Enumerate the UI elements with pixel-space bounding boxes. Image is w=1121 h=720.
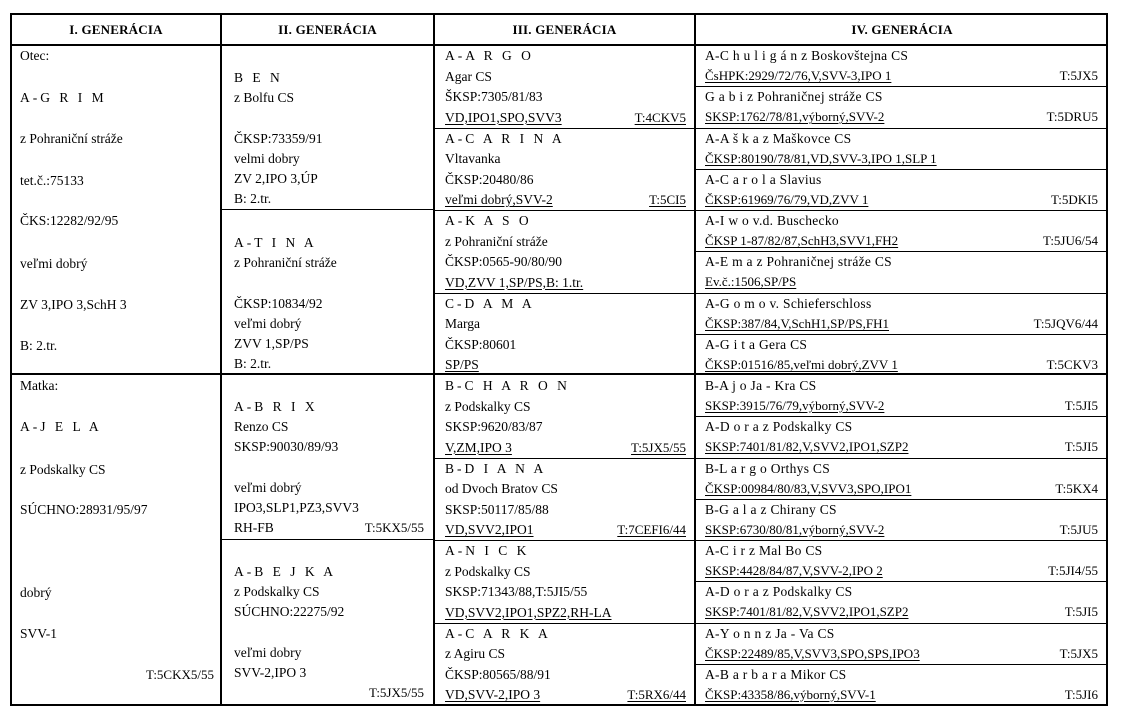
gen3-row-divider xyxy=(433,128,694,129)
gen4-detail: ČKSP:01516/85,veľmi dobrý,ZVV 1 xyxy=(705,356,898,372)
gen4-row-divider xyxy=(694,86,1108,87)
gen4-row-divider xyxy=(694,293,1108,294)
gen2-line: velmi dobry xyxy=(234,151,300,166)
gen4-detail: ČKSP:61969/76/79,VD,ZVV 1 xyxy=(705,191,869,207)
gen3-tattoo: T:5CI5 xyxy=(649,192,686,207)
gen3-line: VD,SVV-2,IPO 3 xyxy=(445,687,541,702)
gen3-line: SKSP:71343/88,T:5JI5/55 xyxy=(445,584,588,599)
gen2-line: SKSP:90030/89/93 xyxy=(234,439,339,454)
gen2-line: veľmi dobrý xyxy=(234,480,302,495)
gen4-tattoo: T:5JU6/54 xyxy=(1043,233,1098,248)
gen2-line: veľmi dobry xyxy=(234,645,302,660)
gen4-detail: SKSP:1762/78/81,výborný,SVV-2 xyxy=(705,109,885,125)
gen4-tattoo: T:5JI5 xyxy=(1064,398,1098,413)
gen4-row-divider xyxy=(694,334,1108,335)
gen3-line: VD,SVV2,IPO1,SPZ2,RH-LA xyxy=(445,604,612,620)
sire-line: veľmi dobrý xyxy=(20,256,88,271)
gen2-row-divider xyxy=(220,539,433,540)
gen3-row-divider xyxy=(433,293,694,294)
gen4-name: A-G i t a Gera CS xyxy=(705,336,808,352)
gen3-row-divider xyxy=(433,540,694,541)
gen3-row-divider xyxy=(433,623,694,624)
gen4-tattoo: T:5JU5 xyxy=(1059,521,1098,537)
dam-line: SÚCHNO:28931/95/97 xyxy=(20,502,148,517)
gen3-name: C-D A M A xyxy=(445,295,535,311)
gen3-line: Vltavanka xyxy=(445,151,501,166)
gen2-name: A-B R I X xyxy=(234,399,318,414)
gen4-row-divider xyxy=(694,416,1108,417)
gen3-line: z Podskalky CS xyxy=(445,563,531,579)
gen4-detail: SKSP:6730/80/81,výborný,SVV-2 xyxy=(705,521,885,537)
gen3-row-divider xyxy=(433,210,694,211)
gen3-line: ŠKSP:7305/81/83 xyxy=(445,89,543,104)
gen4-tattoo: T:5JX5 xyxy=(1059,645,1098,661)
gen3-tattoo: T:7CEFI6/44 xyxy=(617,522,686,537)
gen3-line: ČKSP:80565/88/91 xyxy=(445,666,551,682)
gen4-detail: ČKSP 1-87/82/87,SchH3,SVV1,FH2 xyxy=(705,233,899,248)
sire-line: ČKS:12282/92/95 xyxy=(20,213,119,228)
gen3-line: VD,IPO1,SPO,SVV3 xyxy=(445,109,562,125)
gen3-name: B-C H A R O N xyxy=(445,378,570,393)
gen3-tattoo: T:4CKV5 xyxy=(634,109,686,125)
gen3-name: A-C A R K A xyxy=(445,625,551,641)
dam-line: dobrý xyxy=(20,585,52,600)
gen4-row-divider xyxy=(694,128,1108,129)
sire-line: z Pohraniční stráže xyxy=(20,131,123,146)
gen4-tattoo: T:5JI4/55 xyxy=(1048,563,1098,578)
gen4-row-divider xyxy=(694,210,1108,211)
gen4-detail: ČKSP:387/84,V,SchH1,SP/PS,FH1 xyxy=(705,315,889,331)
gen4-tattoo: T:5CKV3 xyxy=(1046,356,1098,372)
gen4-tattoo: T:5JI5 xyxy=(1064,604,1098,620)
gen2-name: A-T I N A xyxy=(234,235,317,250)
dam-line: Matka: xyxy=(20,378,59,393)
gen4-row-divider xyxy=(694,623,1108,624)
gen2-name: A-B E J K A xyxy=(234,564,337,579)
gen4-name: B-A j o Ja - Kra CS xyxy=(705,378,817,393)
gen2-line: z Bolfu CS xyxy=(234,90,295,105)
gen3-line: ČKSP:80601 xyxy=(445,336,517,352)
sire-name: A-G R I M xyxy=(20,90,107,105)
gen4-tattoo: T:5JI6 xyxy=(1064,686,1098,702)
gen4-row-divider xyxy=(694,251,1108,252)
gen4-name: G a b i z Pohraničnej stráže CS xyxy=(705,89,883,105)
gen4-detail: ČKSP:43358/86,výborný,SVV-1 xyxy=(705,686,876,702)
gen4-detail: SKSP:7401/81/82,V,SVV2,IPO1,SZP2 xyxy=(705,439,909,455)
gen2-line: Renzo CS xyxy=(234,419,289,434)
gen4-detail: SKSP:7401/81/82,V,SVV2,IPO1,SZP2 xyxy=(705,604,909,620)
gen3-name: A-C A R I N A xyxy=(445,130,565,146)
gen4-detail: ČKSP:00984/80/83,V,SVV3,SPO,IPO1 xyxy=(705,480,912,496)
gen2-name: B E N xyxy=(234,70,283,85)
gen2-line: B: 2.tr. xyxy=(234,191,272,206)
header-gen2: II. GENERÁCIA xyxy=(278,22,377,37)
gen4-name: B-L a r g o Orthys CS xyxy=(705,460,831,476)
gen3-line: Marga xyxy=(445,316,480,331)
gen4-name: B-G a l a z Chirany CS xyxy=(705,501,837,517)
dam-tattoo: T:5CKX5/55 xyxy=(146,667,214,682)
sire-line: tet.č.:75133 xyxy=(20,173,84,188)
gen2-line: IPO3,SLP1,PZ3,SVV3 xyxy=(234,500,359,515)
gen2-tattoo: T:5JX5/55 xyxy=(369,685,424,700)
gen4-tattoo: T:5DRU5 xyxy=(1046,109,1098,125)
gen4-name: A-E m a z Pohraničnej stráže CS xyxy=(705,254,892,270)
gen4-tattoo: T:5JX5 xyxy=(1059,68,1098,83)
gen3-tattoo: T:5RX6/44 xyxy=(627,687,686,702)
gen3-line: VD,SVV2,IPO1 xyxy=(445,522,534,537)
header-gen3: III. GENERÁCIA xyxy=(512,22,617,37)
gen3-name: A-A R G O xyxy=(445,48,534,63)
gen4-name: A-B a r b a r a Mikor CS xyxy=(705,666,847,682)
gen4-row-divider xyxy=(694,499,1108,500)
header-gen1: I. GENERÁCIA xyxy=(69,22,163,37)
gen4-name: A-I w o v.d. Buschecko xyxy=(705,213,839,228)
gen4-detail: ČsHPK:2929/72/76,V,SVV-3,IPO 1 xyxy=(705,68,892,83)
gen3-line: z Pohraniční stráže xyxy=(445,233,548,249)
gen4-tattoo: T:5JQV6/44 xyxy=(1033,315,1098,331)
gen4-tattoo: T:5KX4 xyxy=(1055,480,1098,496)
gen2-line: veľmi dobrý xyxy=(234,316,302,331)
gen4-row-divider xyxy=(694,169,1108,170)
gen4-name: A-C h u l i g á n z Boskovštejna CS xyxy=(705,48,909,63)
gen4-row-divider xyxy=(694,458,1108,459)
gen3-line: V,ZM,IPO 3 xyxy=(445,439,512,455)
gen3-line: SP/PS xyxy=(445,357,479,372)
gen4-detail: ČKSP:80190/78/81,VD,SVV-3,IPO 1,SLP 1 xyxy=(705,150,937,166)
gen4-detail: Ev.č.:1506,SP/PS xyxy=(705,274,797,290)
gen4-detail: SKSP:4428/84/87,V,SVV-2,IPO 2 xyxy=(705,563,883,578)
gen2-tattoo: T:5KX5/55 xyxy=(364,520,424,535)
gen2-line: z Podskalky CS xyxy=(234,584,320,599)
gen3-line: z Agiru CS xyxy=(445,646,506,661)
gen3-name: A-N I C K xyxy=(445,543,530,558)
gen4-tattoo: T:5JI5 xyxy=(1064,439,1098,455)
gen2-row-divider xyxy=(220,209,433,210)
gen2-line: ZV 2,IPO 3,ÚP xyxy=(234,171,318,186)
dam-line: SVV-1 xyxy=(20,626,58,641)
dam-line: z Podskalky CS xyxy=(20,462,106,477)
gen3-line: veľmi dobrý,SVV-2 xyxy=(445,192,553,207)
gen2-line: SVV-2,IPO 3 xyxy=(234,665,307,680)
gen3-line: SKSP:50117/85/88 xyxy=(445,501,549,517)
gen3-line: SKSP:9620/83/87 xyxy=(445,419,543,434)
gen4-name: A-D o r a z Podskalky CS xyxy=(705,419,853,435)
gen4-detail: SKSP:3915/76/79,výborný,SVV-2 xyxy=(705,398,885,413)
gen4-tattoo: T:5DKI5 xyxy=(1050,191,1098,207)
gen3-line: ČKSP:20480/86 xyxy=(445,171,534,187)
sire-dam-divider xyxy=(10,373,1108,375)
gen4-row-divider xyxy=(694,540,1108,541)
gen3-tattoo: T:5JX5/55 xyxy=(631,439,686,455)
gen4-detail: ČKSP:22489/85,V,SVV3,SPO,SPS,IPO3 xyxy=(705,645,920,661)
gen3-line: ČKSP:0565-90/80/90 xyxy=(445,254,563,269)
header-divider xyxy=(10,44,1108,46)
gen3-line: VD,ZVV 1,SP/PS,B: 1.tr. xyxy=(445,274,584,290)
col-divider-3 xyxy=(694,13,696,706)
sire-line: ZV 3,IPO 3,SchH 3 xyxy=(20,297,127,312)
gen2-line: B: 2.tr. xyxy=(234,356,272,371)
dam-name: A-J E L A xyxy=(20,419,102,434)
col-divider-2 xyxy=(433,13,435,706)
gen4-name: A-G o m o v. Schieferschloss xyxy=(705,295,872,311)
gen3-line: z Podskalky CS xyxy=(445,398,531,414)
sire-line: Otec: xyxy=(20,48,50,63)
gen4-name: A-Y o n n z Ja - Va CS xyxy=(705,625,835,641)
gen2-line: ČKSP:10834/92 xyxy=(234,296,323,311)
gen3-line: Agar CS xyxy=(445,68,492,84)
gen4-name: A-A š k a z Maškovce CS xyxy=(705,130,852,146)
col-divider-1 xyxy=(220,13,222,706)
gen4-name: A-D o r a z Podskalky CS xyxy=(705,584,853,600)
gen2-line: z Pohraniční stráže xyxy=(234,255,337,270)
gen4-row-divider xyxy=(694,664,1108,665)
gen3-name: B-D I A N A xyxy=(445,460,547,476)
gen2-line: ČKSP:73359/91 xyxy=(234,131,323,146)
gen3-row-divider xyxy=(433,458,694,459)
gen3-name: A-K A S O xyxy=(445,213,532,228)
gen2-line: SÚCHNO:22275/92 xyxy=(234,604,345,619)
gen4-name: A-C a r o l a Slavius xyxy=(705,171,822,187)
gen2-line: ZVV 1,SP/PS xyxy=(234,336,309,351)
gen4-row-divider xyxy=(694,581,1108,582)
sire-line: B: 2.tr. xyxy=(20,338,58,353)
gen3-line: od Dvoch Bratov CS xyxy=(445,481,558,496)
gen2-line: RH-FB xyxy=(234,520,274,535)
gen4-name: A-C i r z Mal Bo CS xyxy=(705,543,823,558)
header-gen4: IV. GENERÁCIA xyxy=(851,22,953,37)
